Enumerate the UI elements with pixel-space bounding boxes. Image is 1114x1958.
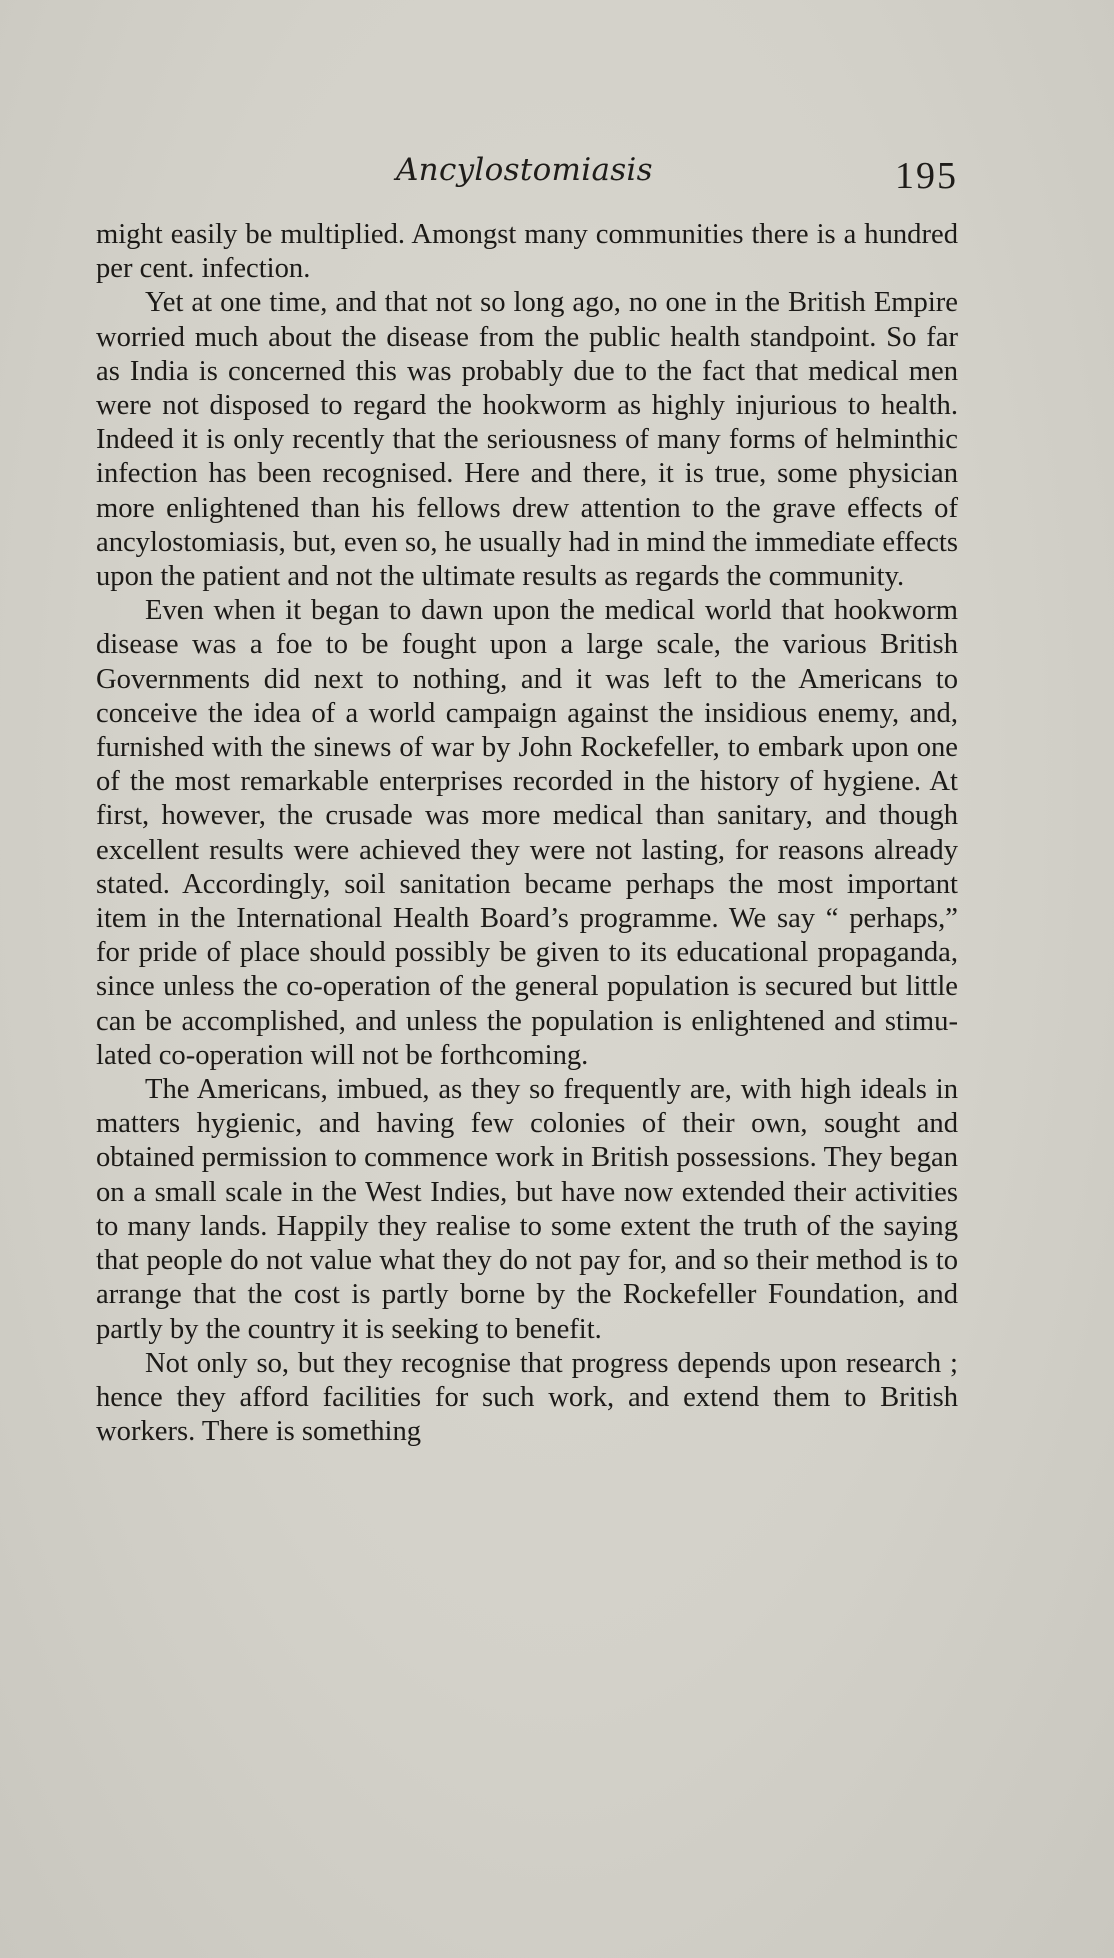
paragraph: Even when it began to dawn upon the medical world that hookworm disease was a foe to be fought upon a large scale, the various British Governments did next to nothing, and it was left to the Americans to conceive the idea of a world campaign against the insidious enemy, and, furnished with the sinews of war by John Rockefeller, to embark upon one of the most remarkable enterprises recorded in the history of hygiene. At first, however, the crusade was more medical than sanitary, and though excellent results were achieved they were not lasting, for reasons already stated. Accordingly, soil sanitation became perhaps the most important item in the International Health Board’s programme. We say “ perhaps,” for pride of place should possibly be given to its educational propaganda, since unless the co-operation of the general population is secured but little can be accomplished, and unless the population is enlightened and stimulated co-operation will not be forthcoming. [96,595,958,1071]
running-head: Ancylostomiasis [396,152,653,188]
paragraph-continued: might easily be multiplied. Amongst many communities there is a hundred per cent. infection. [96,219,958,285]
paragraph: Not only so, but they recognise that progress depends upon research ; hence they afford facilities for such work, and extend them to British workers. There is something [96,1347,958,1448]
page-header [96,152,958,202]
paragraph: Yet at one time, and that not so long ago, no one in the British Empire worried much about the disease from the public health standpoint. So far as India is concerned this was probably due to the fact that medical men were not disposed to regard the hookworm as highly injurious to health. Indeed it is only recently that the seriousness of many forms of helminthic infection has been recognised. Here and there, it is true, some physician more enlightened than his fellows drew attention to the grave effects of ancylostomiasis, but, even so, he usually had in mind the immediate effects upon the patient and not the ultimate results as regards the community. [96,287,958,593]
page-number: 195 [895,155,958,197]
paragraph: The Americans, imbued, as they so frequently are, with high ideals in matters hygienic, and having few colonies of their own, sought and obtained permission to commence work in British possessions. They began on a small scale in the West Indies, but have now extended their activities to many lands. Happily they realise to some extent the truth of the saying that people do not value what they do not pay for, and so their method is to arrange that the cost is partly borne by the Rockefeller Foundation, and partly by the country it is seeking to benefit. [96,1074,958,1345]
body-text [96,218,958,1449]
